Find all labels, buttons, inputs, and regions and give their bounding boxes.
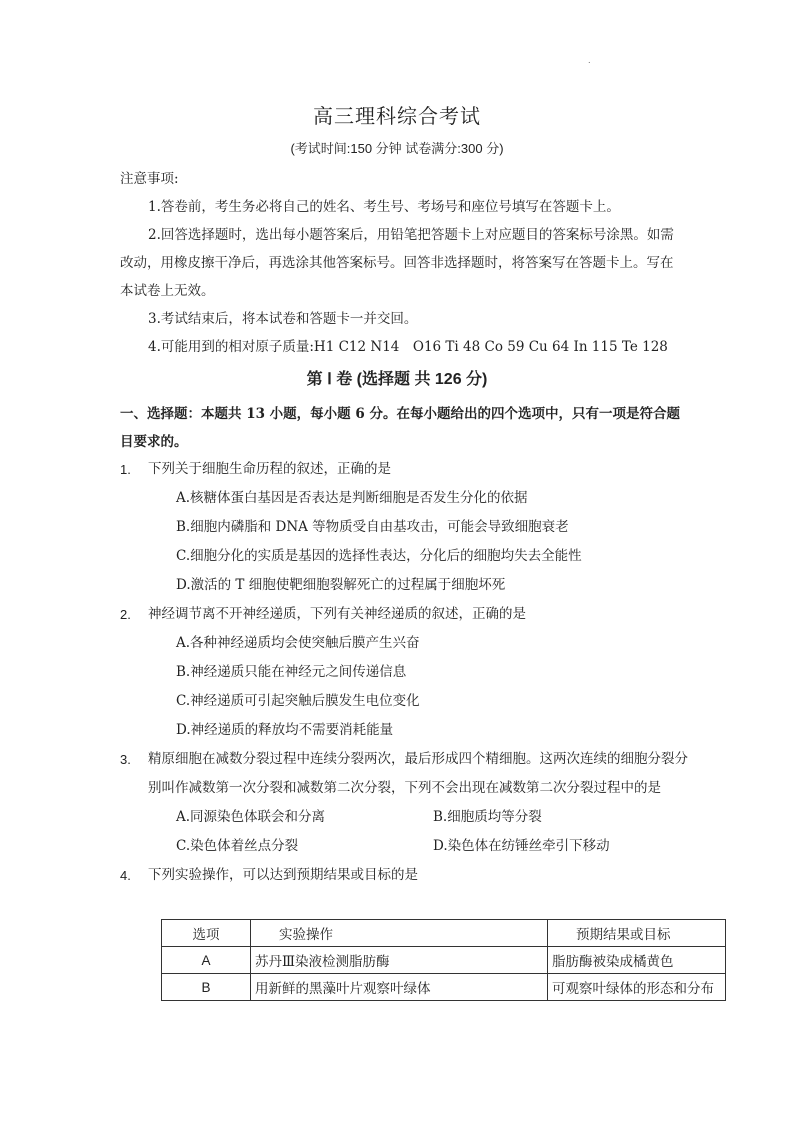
table-row — [162, 947, 726, 974]
option-d: D.激活的 T 细胞使靶细胞裂解死亡的过程属于细胞坏死 — [176, 577, 506, 593]
question-stem: 下列实验操作，可以达到预期结果或目标的是 — [148, 867, 418, 883]
option-row — [148, 803, 690, 832]
option-d: D.染色体在纺锤丝牵引下移动 — [433, 838, 610, 854]
table-cell: 脂肪酶被染成橘黄色 — [548, 947, 726, 974]
page-title: 高三理科综合考试 — [313, 104, 481, 128]
note-item: 2.回答选择题时，选出每小题答案后，用铅笔把答题卡上对应题目的答案标号涂黑。如需改动，用橡皮擦干净后，再选涂其他答案标号。回答非选择题时，将答案写在答题卡上。写在本试卷上无效。 — [120, 227, 674, 299]
question-1 — [120, 455, 690, 600]
question-number: 1. — [120, 462, 131, 477]
table-header-row — [162, 920, 726, 947]
exam-info: (考试时间:150 分钟 试卷满分:300 分) — [290, 141, 504, 156]
notes-section — [120, 165, 680, 361]
option-c: C.神经递质可引起突触后膜发生电位变化 — [176, 693, 420, 709]
option-b: B.细胞质均等分裂 — [433, 809, 542, 825]
option-b: B.细胞内磷脂和 DNA 等物质受自由基攻击，可能会导致细胞衰老 — [176, 519, 569, 535]
option-c: C.细胞分化的实质是基因的选择性表达，分化后的细胞均失去全能性 — [176, 548, 582, 564]
question-stem: 下列关于细胞生命历程的叙述，正确的是 — [148, 461, 391, 477]
question-stem: 神经调节离不开神经递质，下列有关神经递质的叙述，正确的是 — [148, 606, 526, 622]
experiment-table — [161, 919, 726, 1001]
question-number: 4. — [120, 868, 131, 883]
table-row — [162, 974, 726, 1001]
table-cell: B — [162, 974, 251, 1001]
table-cell: 苏丹Ⅲ染液检测脂肪酶 — [251, 947, 548, 974]
note-item: 1.答卷前，考生务必将自己的姓名、考生号、考场号和座位号填写在答题卡上。 — [148, 199, 620, 215]
option-d: D.神经递质的释放均不需要消耗能量 — [176, 722, 394, 738]
table-cell: 用新鲜的黑藻叶片观察叶绿体 — [251, 974, 548, 1001]
table-header: 选项 — [162, 920, 251, 947]
question-4 — [120, 861, 690, 890]
question-3 — [120, 745, 690, 861]
option-a: A.各种神经递质均会使突触后膜产生兴奋 — [176, 635, 420, 651]
table-cell: A — [162, 947, 251, 974]
question-stem: 精原细胞在减数分裂过程中连续分裂两次，最后形成四个精细胞。这两次连续的细胞分裂分别叫作减数第一次分裂和减数第二次分裂，下列不会出现在减数第二次分裂过程中的是 — [148, 751, 688, 796]
option-a: A.同源染色体联会和分离 — [176, 809, 326, 825]
table-header: 预期结果或目标 — [548, 920, 726, 947]
part-heading: 一、选择题：本题共 13 小题，每小题 6 分。在每小题给出的四个选项中，只有一项是符合题目要求的。 — [120, 406, 680, 450]
question-number: 2. — [120, 607, 131, 622]
table-cell: 可观察叶绿体的形态和分布 — [548, 974, 726, 1001]
question-2 — [120, 600, 690, 745]
option-a: A.核糖体蛋白基因是否表达是判断细胞是否发生分化的依据 — [176, 490, 528, 506]
questions-list — [120, 455, 690, 890]
note-item: 4.可能用到的相对原子质量:H1 C12 N14 O16 Ti 48 Co 59 Cu 64 In 115 Te 128 — [148, 339, 668, 355]
question-number: 3. — [120, 752, 131, 767]
option-c: C.染色体着丝点分裂 — [176, 838, 299, 854]
table-header: 实验操作 — [251, 920, 548, 947]
section-heading: 第 Ⅰ 卷 (选择题 共 126 分) — [306, 371, 488, 388]
note-item: 3.考试结束后，将本试卷和答题卡一并交回。 — [148, 311, 418, 327]
option-b: B.神经递质只能在神经元之间传递信息 — [176, 664, 407, 680]
notes-heading: 注意事项: — [120, 171, 179, 187]
option-row — [148, 832, 690, 861]
corner-mark: . — [588, 56, 591, 65]
